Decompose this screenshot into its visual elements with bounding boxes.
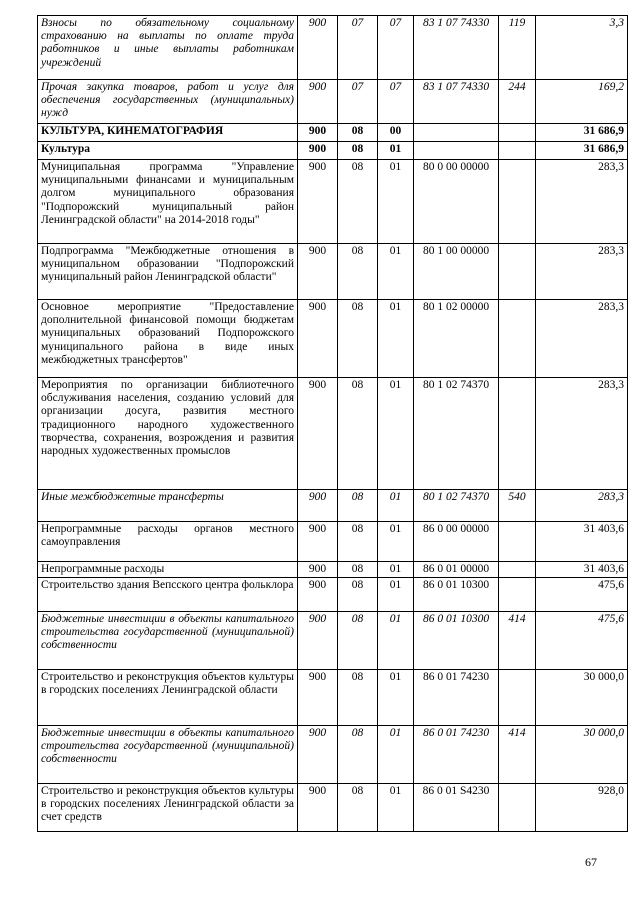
row-name: Бюджетные инвестиции в объекты капитального строительства государственной (муниципальной) собственности bbox=[38, 612, 298, 670]
row-razdel: 08 bbox=[338, 726, 378, 784]
row-name: КУЛЬТУРА, КИНЕМАТОГРАФИЯ bbox=[38, 124, 298, 142]
row-csr: 80 1 00 00000 bbox=[414, 244, 499, 300]
row-csr: 80 0 00 00000 bbox=[414, 160, 499, 244]
row-name: Прочая закупка товаров, работ и услуг для обеспечения государственных (муниципальных) нужд bbox=[38, 80, 298, 124]
row-podrazdel: 01 bbox=[378, 522, 414, 562]
row-vr: 540 bbox=[499, 490, 536, 522]
row-csr: 86 0 00 00000 bbox=[414, 522, 499, 562]
row-razdel: 08 bbox=[338, 612, 378, 670]
table-row bbox=[38, 670, 628, 726]
row-vr bbox=[499, 784, 536, 832]
row-sum: 283,3 bbox=[536, 244, 628, 300]
row-csr: 86 0 01 74230 bbox=[414, 726, 499, 784]
row-sum: 928,0 bbox=[536, 784, 628, 832]
row-sum: 283,3 bbox=[536, 490, 628, 522]
row-glava: 900 bbox=[298, 562, 338, 578]
row-glava: 900 bbox=[298, 726, 338, 784]
row-vr bbox=[499, 670, 536, 726]
row-glava: 900 bbox=[298, 142, 338, 160]
row-vr: 244 bbox=[499, 80, 536, 124]
row-sum: 30 000,0 bbox=[536, 726, 628, 784]
row-vr bbox=[499, 244, 536, 300]
row-razdel: 08 bbox=[338, 490, 378, 522]
table-row bbox=[38, 784, 628, 832]
row-podrazdel: 01 bbox=[378, 490, 414, 522]
row-sum: 169,2 bbox=[536, 80, 628, 124]
row-glava: 900 bbox=[298, 124, 338, 142]
row-razdel: 08 bbox=[338, 142, 378, 160]
row-name: Строительство и реконструкция объектов культуры в городских поселениях Ленинградской области bbox=[38, 670, 298, 726]
row-podrazdel: 00 bbox=[378, 124, 414, 142]
row-name: Строительство и реконструкция объектов культуры в городских поселениях Ленинградской области за счет средств bbox=[38, 784, 298, 832]
row-razdel: 08 bbox=[338, 578, 378, 612]
row-glava: 900 bbox=[298, 80, 338, 124]
row-csr bbox=[414, 142, 499, 160]
row-podrazdel: 07 bbox=[378, 80, 414, 124]
row-sum: 30 000,0 bbox=[536, 670, 628, 726]
row-razdel: 08 bbox=[338, 784, 378, 832]
row-name: Основное мероприятие "Предоставление дополнительной финансовой помощи бюджетам муниципальных образований Подпорожского муниципального района в виде иных межбюджетных трансфертов" bbox=[38, 300, 298, 378]
row-sum: 283,3 bbox=[536, 378, 628, 490]
row-name: Подпрограмма "Межбюджетные отношения в муниципальном образовании "Подпорожский муниципальный район Ленинградской области" bbox=[38, 244, 298, 300]
row-podrazdel: 07 bbox=[378, 16, 414, 80]
row-csr: 80 1 02 74370 bbox=[414, 490, 499, 522]
page-number: 67 bbox=[585, 855, 597, 869]
row-razdel: 08 bbox=[338, 378, 378, 490]
row-name: Взносы по обязательному социальному страхованию на выплаты по оплате труда работников и иные выплаты работникам учреждений bbox=[38, 16, 298, 80]
row-razdel: 08 bbox=[338, 160, 378, 244]
row-csr: 86 0 01 10300 bbox=[414, 612, 499, 670]
table-row bbox=[38, 124, 628, 142]
row-sum: 283,3 bbox=[536, 300, 628, 378]
row-name: Непрограммные расходы органов местного самоуправления bbox=[38, 522, 298, 562]
table-row bbox=[38, 160, 628, 244]
row-vr bbox=[499, 142, 536, 160]
row-glava: 900 bbox=[298, 16, 338, 80]
row-podrazdel: 01 bbox=[378, 300, 414, 378]
row-vr: 414 bbox=[499, 726, 536, 784]
row-glava: 900 bbox=[298, 670, 338, 726]
row-sum: 31 403,6 bbox=[536, 562, 628, 578]
row-razdel: 08 bbox=[338, 670, 378, 726]
table-row bbox=[38, 80, 628, 124]
row-vr: 414 bbox=[499, 612, 536, 670]
row-csr: 83 1 07 74330 bbox=[414, 16, 499, 80]
row-sum: 475,6 bbox=[536, 612, 628, 670]
row-razdel: 08 bbox=[338, 244, 378, 300]
row-name: Муниципальная программа "Управление муниципальными финансами и муниципальным долгом муниципального образования "Подпорожский муниципальный район Ленинградской области" на 2014-2018 годы" bbox=[38, 160, 298, 244]
row-glava: 900 bbox=[298, 300, 338, 378]
row-glava: 900 bbox=[298, 490, 338, 522]
row-podrazdel: 01 bbox=[378, 612, 414, 670]
row-podrazdel: 01 bbox=[378, 160, 414, 244]
table-row bbox=[38, 562, 628, 578]
row-name: Культура bbox=[38, 142, 298, 160]
row-glava: 900 bbox=[298, 612, 338, 670]
table-row bbox=[38, 578, 628, 612]
row-glava: 900 bbox=[298, 522, 338, 562]
table-body bbox=[38, 16, 628, 832]
row-csr: 86 0 01 74230 bbox=[414, 670, 499, 726]
table-row bbox=[38, 16, 628, 80]
row-csr: 80 1 02 00000 bbox=[414, 300, 499, 378]
row-razdel: 08 bbox=[338, 124, 378, 142]
row-csr bbox=[414, 124, 499, 142]
row-vr bbox=[499, 378, 536, 490]
row-razdel: 08 bbox=[338, 562, 378, 578]
row-razdel: 08 bbox=[338, 300, 378, 378]
row-vr: 119 bbox=[499, 16, 536, 80]
row-glava: 900 bbox=[298, 244, 338, 300]
row-podrazdel: 01 bbox=[378, 670, 414, 726]
row-name: Непрограммные расходы bbox=[38, 562, 298, 578]
table-row bbox=[38, 142, 628, 160]
table-row bbox=[38, 490, 628, 522]
row-name: Мероприятия по организации библиотечного обслуживания населения, созданию условий для организации досуга, развития местного традиционного народного художественного творчества, сохранения, возрождения и развития народных художественных промыслов bbox=[38, 378, 298, 490]
row-podrazdel: 01 bbox=[378, 244, 414, 300]
row-csr: 86 0 01 S4230 bbox=[414, 784, 499, 832]
row-podrazdel: 01 bbox=[378, 784, 414, 832]
budget-table bbox=[37, 15, 628, 832]
row-podrazdel: 01 bbox=[378, 726, 414, 784]
row-vr bbox=[499, 160, 536, 244]
row-vr bbox=[499, 300, 536, 378]
table-row bbox=[38, 612, 628, 670]
row-podrazdel: 01 bbox=[378, 378, 414, 490]
row-name: Иные межбюджетные трансферты bbox=[38, 490, 298, 522]
row-razdel: 07 bbox=[338, 80, 378, 124]
row-csr: 80 1 02 74370 bbox=[414, 378, 499, 490]
table-row bbox=[38, 726, 628, 784]
row-sum: 31 403,6 bbox=[536, 522, 628, 562]
table-row bbox=[38, 300, 628, 378]
row-glava: 900 bbox=[298, 784, 338, 832]
row-csr: 83 1 07 74330 bbox=[414, 80, 499, 124]
row-sum: 475,6 bbox=[536, 578, 628, 612]
row-razdel: 08 bbox=[338, 522, 378, 562]
row-razdel: 07 bbox=[338, 16, 378, 80]
row-sum: 3,3 bbox=[536, 16, 628, 80]
table-row bbox=[38, 378, 628, 490]
row-sum: 31 686,9 bbox=[536, 124, 628, 142]
row-csr: 86 0 01 10300 bbox=[414, 578, 499, 612]
row-vr bbox=[499, 578, 536, 612]
row-vr bbox=[499, 522, 536, 562]
table-row bbox=[38, 244, 628, 300]
row-glava: 900 bbox=[298, 578, 338, 612]
row-podrazdel: 01 bbox=[378, 578, 414, 612]
row-csr: 86 0 01 00000 bbox=[414, 562, 499, 578]
row-podrazdel: 01 bbox=[378, 142, 414, 160]
row-vr bbox=[499, 562, 536, 578]
table-row bbox=[38, 522, 628, 562]
row-name: Бюджетные инвестиции в объекты капитального строительства государственной (муниципальной) собственности bbox=[38, 726, 298, 784]
row-name: Строительство здания Вепсского центра фольклора bbox=[38, 578, 298, 612]
row-podrazdel: 01 bbox=[378, 562, 414, 578]
row-sum: 283,3 bbox=[536, 160, 628, 244]
row-glava: 900 bbox=[298, 378, 338, 490]
row-sum: 31 686,9 bbox=[536, 142, 628, 160]
row-vr bbox=[499, 124, 536, 142]
row-glava: 900 bbox=[298, 160, 338, 244]
